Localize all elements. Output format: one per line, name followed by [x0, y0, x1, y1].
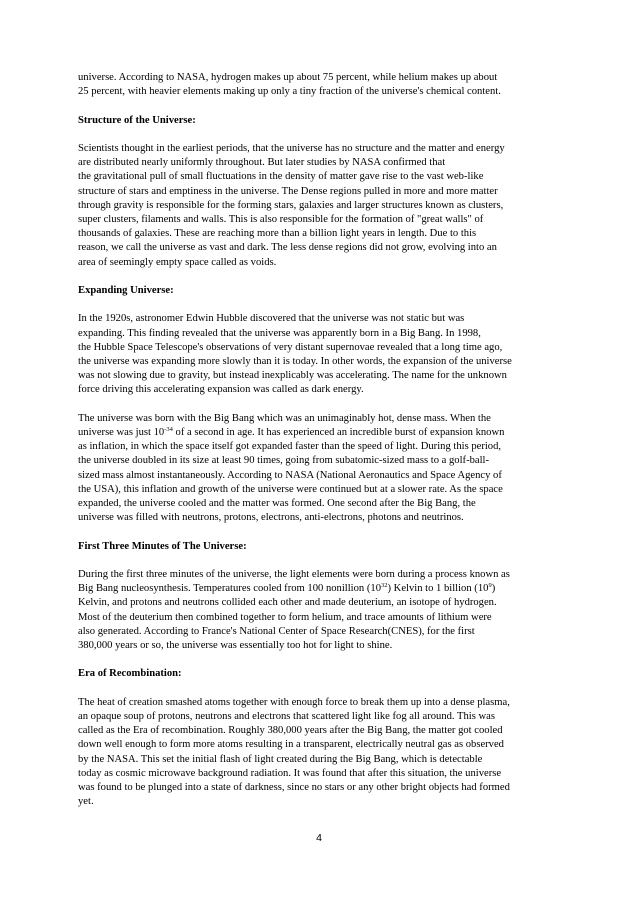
- text-line: Scientists thought in the earliest periods, that the universe has no structure and the matter and energy: [78, 142, 505, 154]
- text-line: an opaque soup of protons, neutrons and electrons that scattered light like fog all around. This was: [78, 711, 495, 722]
- text-line: yet.: [78, 796, 94, 808]
- text-line: today as cosmic microwave background radiation. It was found that after this situation, the universe: [78, 767, 502, 779]
- text-line: The heat of creation smashed atoms together with enough force to break them up into a dense plasma,: [78, 696, 510, 708]
- text-fragment: Big Bang nucleosynthesis. Temperatures cooled from 100 nonillion (10: [78, 583, 381, 595]
- text-line: expanding. This finding revealed that the universe was apparently born in a Big Bang. In 1998,: [78, 327, 481, 339]
- section-heading-recombination: Era of Recombination:: [78, 668, 182, 680]
- structure-paragraph: [78, 142, 562, 270]
- text-line: was not slowing due to gravity, but instead inexplicably was accelerating. The name for the unknown: [78, 370, 507, 382]
- text-line: the Hubble Space Telescope's observations of very distant supernovae revealed that a long time ago,: [78, 341, 503, 353]
- text-line: [78, 582, 562, 596]
- text-line: the universe doubled in its size at least 90 times, going from subatomic-sized mass to a golf-ball-: [78, 455, 490, 467]
- text-line: 380,000 years or so, the universe was essentially too hot for light to shine.: [78, 640, 393, 652]
- text-line: force driving this accelerating expansion was called as dark energy.: [78, 384, 364, 396]
- text-line: super clusters, filaments and walls. This is also responsible for the formation of "great walls" of: [78, 214, 484, 225]
- text-line: by the NASA. This set the initial flash of light created during the Big Bang, which is detectable: [78, 753, 483, 765]
- text-line: was found to be plunged into a state of darkness, since no stars or any other bright objects had formed: [78, 782, 510, 794]
- section-heading-structure: Structure of the Universe:: [78, 114, 196, 126]
- big-bang-paragraph: [78, 412, 562, 526]
- text-fragment: ): [491, 583, 496, 595]
- document-page: [78, 71, 562, 824]
- recombination-paragraph: [78, 696, 562, 810]
- text-line: Most of the deuterium then combined together to form helium, and trace amounts of lithium were: [78, 611, 492, 623]
- text-line: are distributed nearly uniformly throughout. But later studies by NASA confirmed that: [78, 157, 446, 169]
- text-line: Kelvin, and protons and neutrons collided each other and made deuterium, an isotope of hydrogen.: [78, 597, 497, 609]
- text-line: expanded, the universe cooled and the matter was formed. One second after the Big Bang, the: [78, 498, 476, 510]
- text-line: thousands of galaxies. These are reaching more than a billion light years in length. Due to this: [78, 228, 477, 240]
- text-line: structure of stars and emptiness in the universe. The Dense regions pulled in more and more matter: [78, 185, 498, 197]
- text-line: called as the Era of recombination. Roughly 380,000 years after the Big Bang, the matter got cooled: [78, 725, 503, 737]
- text-line: The universe was born with the Big Bang which was an unimaginably hot, dense mass. When the: [78, 412, 491, 424]
- text-line: through gravity is responsible for the forming stars, galaxies and larger structures known as clusters,: [78, 199, 504, 211]
- text-fragment: universe was just 10: [78, 427, 165, 438]
- text-line: the USA), this inflation and growth of the universe were continued but at a slower rate. As the space: [78, 483, 503, 495]
- text-line: the gravitational pull of small fluctuations in the density of matter gave rise to the vast web-like: [78, 171, 484, 183]
- text-line: reason, we call the universe as vast and dark. The less dense regions did not grow, evolving into an: [78, 242, 497, 254]
- superscript: 32: [381, 582, 388, 590]
- text-line: universe. According to NASA, hydrogen makes up about 75 percent, while helium makes up about: [78, 72, 498, 83]
- text-line: area of seemingly empty space called as voids.: [78, 256, 277, 268]
- text-line: In the 1920s, astronomer Edwin Hubble discovered that the universe was not static but was: [78, 313, 465, 325]
- text-line: sized mass almost instantaneously. According to NASA (National Aeronautics and Space Agency of: [78, 469, 502, 481]
- superscript: -34: [164, 426, 173, 433]
- text-fragment: of a second in age. It has experienced an incredible burst of expansion known: [172, 427, 505, 438]
- section-heading-expanding: Expanding Universe:: [78, 285, 174, 296]
- text-line: During the first three minutes of the universe, the light elements were born during a process known as: [78, 569, 510, 580]
- text-fragment: ) Kelvin to 1 billion (10: [387, 583, 489, 595]
- intro-paragraph: [78, 71, 562, 99]
- expanding-paragraph: [78, 312, 562, 397]
- superscript: 9: [488, 582, 492, 590]
- text-line: down well enough to form more atoms resulting in a transparent, electrically neutral gas as observed: [78, 739, 504, 751]
- section-heading-first-three-minutes: First Three Minutes of The Universe:: [78, 540, 247, 552]
- text-line: as inflation, in which the space itself got expanded faster than the speed of light. During this period,: [78, 441, 502, 453]
- first-three-paragraph: [78, 568, 562, 653]
- text-line: 25 percent, with heavier elements making up only a tiny fraction of the universe's chemical content.: [78, 86, 501, 98]
- text-line: also generated. According to France's National Center of Space Research(CNES), for the first: [78, 625, 475, 637]
- text-line: universe was filled with neutrons, protons, electrons, anti-electrons, photons and neutrinos.: [78, 512, 464, 524]
- text-line: the universe was expanding more slowly than it is today. In other words, the expansion of the universe: [78, 356, 512, 367]
- text-line: [78, 426, 562, 440]
- page-number: 4: [316, 832, 322, 844]
